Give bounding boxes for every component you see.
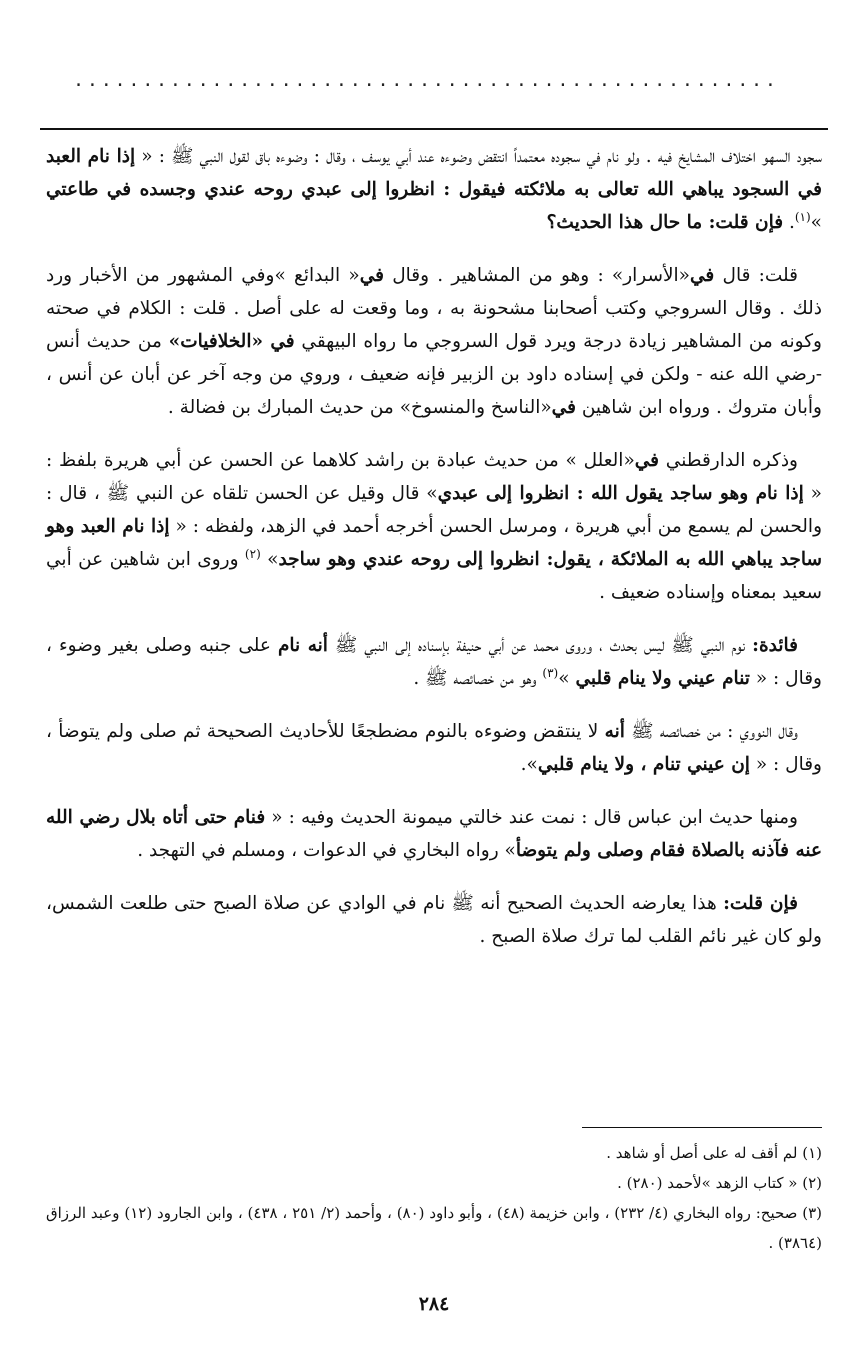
- text-run: قلت: قال: [714, 265, 799, 286]
- footnote-ref: (٣): [542, 665, 559, 680]
- bold-text: في: [690, 265, 715, 286]
- text-run: من حديث أنس -رضي الله عنه - ولكن في إسناده داود بن الزبير فإنه ضعيف ، وروي من وجه آخر عن أبان عن أنس ، وأبان متروك . ورواه ابن شاهين: [46, 331, 822, 418]
- text-run: « البدائع »وفي المشهور من الأخبار ورد ذلك . وقال السروجي وكتب أصحابنا مشحونة به ، وما وقعت له على أصل . قلت : الكلام في صحته وكونه من المشاهير زيادة درجة ويرد قول السروجي ما رواه البيهقي: [46, 265, 822, 352]
- text-run: هذا يعارضه الحديث الصحيح أنه ﷺ نام في الوادي عن صلاة الصبح حتى طلعت الشمس، ولو كان غير نائم القلب لما ترك صلاة الصبح .: [46, 893, 822, 947]
- text-run: وقال النووي : من خصائصه ﷺ: [624, 721, 798, 742]
- text-run: » قال وقيل عن الحسن تلقاه عن النبي ﷺ ، قال : والحسن لم يسمع من أبي هريرة ، ومرسل الحسن أخرجه أحمد في الزهد، ولفظه : «: [46, 483, 822, 537]
- header-rule: [40, 128, 828, 130]
- paragraph-p1: [46, 140, 822, 239]
- bold-text: إن عيني تنام ، ولا ينام قلبي: [537, 754, 750, 775]
- text-run: على جنبه وصلى بغير وضوء ، وقال : «: [46, 635, 822, 689]
- text-run: وهو من خصائصه ﷺ .: [413, 668, 543, 689]
- text-run: »: [558, 668, 576, 689]
- text-run: »: [810, 212, 822, 233]
- text-run: لا ينتقض وضوءه بالنوم مضطجعًا للأحاديث الصحيحة ثم صلى ولم يتوضأ ، وقال : «: [46, 721, 822, 775]
- text-run: وذكره الدارقطني: [659, 450, 798, 471]
- bold-text: فإن قلت: ما حال هذا الحديث؟: [546, 212, 784, 233]
- text-run: ».: [520, 754, 538, 775]
- bold-text: تنام عيني ولا ينام قلبي: [575, 668, 750, 689]
- text-run: سجود السهو اختلاف المشايخ فيه . ولو نام في سجوده معتمداً انتقض وضوءه عند أبي يوسف ، وقال : وضوءه باق لقول النبي ﷺ : «: [135, 146, 822, 167]
- footnote-separator: [582, 1127, 822, 1128]
- text-run: «العلل » من حديث عبادة بن راشد كلاهما عن الحسن عن أبي هريرة بلفظ : «: [46, 450, 822, 504]
- bold-text: في: [359, 265, 384, 286]
- bold-text: إذا نام وهو ساجد يقول الله : انظروا إلى عبدي: [437, 483, 804, 504]
- text-run: ومنها حديث ابن عباس قال : نمت عند خالتي ميمونة الحديث وفيه : «: [265, 807, 798, 828]
- bold-text: في: [551, 397, 576, 418]
- paragraph-p6: [46, 801, 822, 867]
- text-run: »: [260, 549, 279, 570]
- page-number: ٢٨٤: [418, 1293, 450, 1315]
- footnote-ref: (١): [794, 209, 811, 224]
- footnotes: [46, 1138, 822, 1258]
- bold-text: فإن قلت:: [723, 893, 798, 914]
- header-dotted-line: ...................................................: [73, 70, 779, 91]
- bold-text: أنه: [604, 721, 625, 742]
- paragraph-p4: [46, 629, 822, 695]
- bold-text: إذا نام العبد في السجود يباهي الله تعالى به ملائكته فيقول : انظروا إلى عبدي روحه عندي وجسده في طاعتي: [46, 146, 822, 200]
- bold-text: أنه نام: [277, 635, 328, 656]
- text-run: «الناسخ والمنسوخ» من حديث المبارك بن فضالة .: [167, 397, 552, 418]
- footnote-1: (١) لم أقف له على أصل أو شاهد .: [606, 1144, 822, 1162]
- footnote-3: (٣) صحيح: رواه البخاري (٤/ ٢٣٢) ، وابن خزيمة (٤٨) ، وأبو داود (٨٠) ، وأحمد (٢/ ٢٥١ ، ٤٣٨) ، وابن الجارود (١٢) وعبد الرزاق (٣٨٦٤) .: [46, 1204, 822, 1252]
- main-text: [46, 140, 822, 973]
- paragraph-p3: [46, 444, 822, 609]
- text-run: » رواه البخاري في الدعوات ، ومسلم في التهجد .: [137, 840, 516, 861]
- bold-text: إذا نام العبد وهو ساجد يباهي الله به الملائكة ، يقول: انظروا إلى روحه عندي وهو ساجد: [46, 516, 822, 570]
- text-run: «الأسرار» : وهو من المشاهير . وقال: [384, 265, 691, 286]
- text-run: وروى ابن شاهين عن أبي سعيد بمعناه وإسناده ضعيف .: [46, 549, 822, 603]
- footnote-2: (٢) « كتاب الزهد »لأحمد (٢٨٠) .: [617, 1174, 822, 1192]
- footnote-ref: (٢): [244, 546, 261, 561]
- paragraph-p2: [46, 259, 822, 424]
- bold-text: فنام حتى أتاه بلال رضي الله عنه فآذنه بالصلاة فقام وصلى ولم يتوضأ: [46, 807, 822, 861]
- text-run: .: [783, 212, 795, 233]
- bold-text: في: [634, 450, 660, 471]
- text-run: نوم النبي ﷺ ليس بحدث ، وروى محمد عن أبي حنيفة بإسناده إلى النبي ﷺ: [327, 635, 753, 656]
- bold-text: في «الخلافيات»: [168, 331, 295, 352]
- paragraph-p7: [46, 887, 822, 953]
- paragraph-p5: [46, 715, 822, 781]
- bold-text: فائدة:: [752, 635, 798, 656]
